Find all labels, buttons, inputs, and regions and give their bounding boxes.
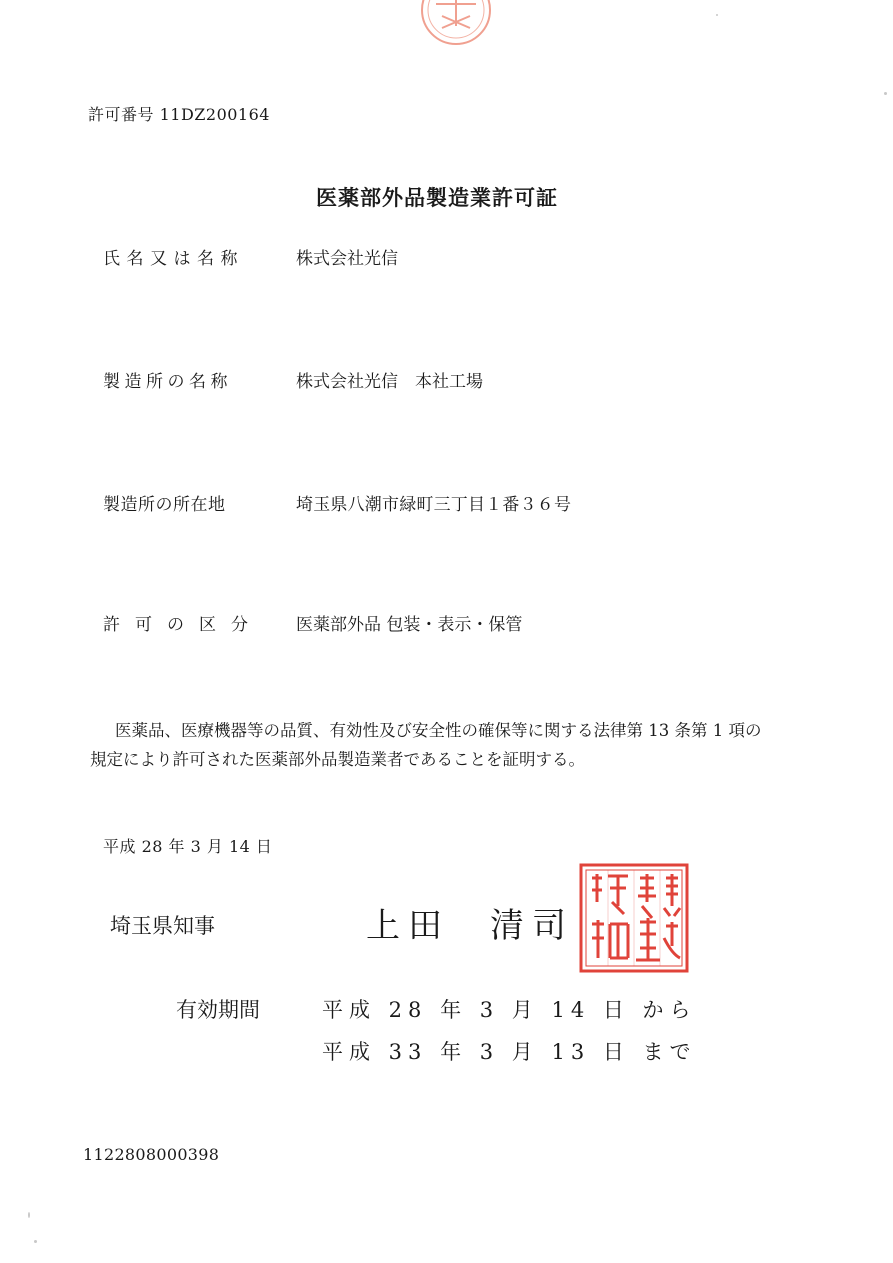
governor-name [366,898,574,947]
scan-speck [28,1212,30,1218]
field-value-factory-location: 埼玉県八潮市緑町三丁目１番３６号 [296,495,572,515]
validity-label: 有効期間 [176,998,260,1022]
seal-text: 埼玉県知事之印 [634,972,641,973]
field-label-factory-location: 製造所の所在地 [103,495,226,515]
top-seal-stamp [418,0,494,48]
governor-given-name: 清司 [490,906,574,946]
field-label-permit-category: 許可の区分 [103,615,263,635]
certification-statement [90,716,850,774]
document-code: 1122808000398 [83,1145,220,1164]
field-label-factory-name: 製造所の名称 [103,372,232,392]
field-label-name: 氏名又は名称 [103,249,244,269]
validity-to: 平成 33 年 3 月 13 日 まで [322,1040,697,1064]
permit-number: 許可番号 11DZ200164 [88,105,270,124]
governor-family-name: 上田 [366,906,450,946]
official-seal-stamp [578,862,690,974]
field-value-factory-name: 株式会社光信 本社工場 [296,372,483,392]
issue-date: 平成 28 年 3 月 14 日 [103,837,273,856]
governor-title: 埼玉県知事 [110,914,215,938]
scan-speck [884,92,887,95]
statement-line-1: 医薬品、医療機器等の品質、有効性及び安全性の確保等に関する法律第 13 条第 1 項の [115,721,762,740]
scan-speck [34,1240,37,1243]
statement-line-2: 規定により許可された医薬部外品製造業者であることを証明する。 [90,750,585,769]
scan-speck [716,14,718,16]
document-title: 医薬部外品製造業許可証 [316,186,558,210]
field-value-permit-category: 医薬部外品 包装・表示・保管 [296,615,523,635]
field-value-name: 株式会社光信 [296,249,398,269]
validity-from: 平成 28 年 3 月 14 日 から [322,998,697,1022]
